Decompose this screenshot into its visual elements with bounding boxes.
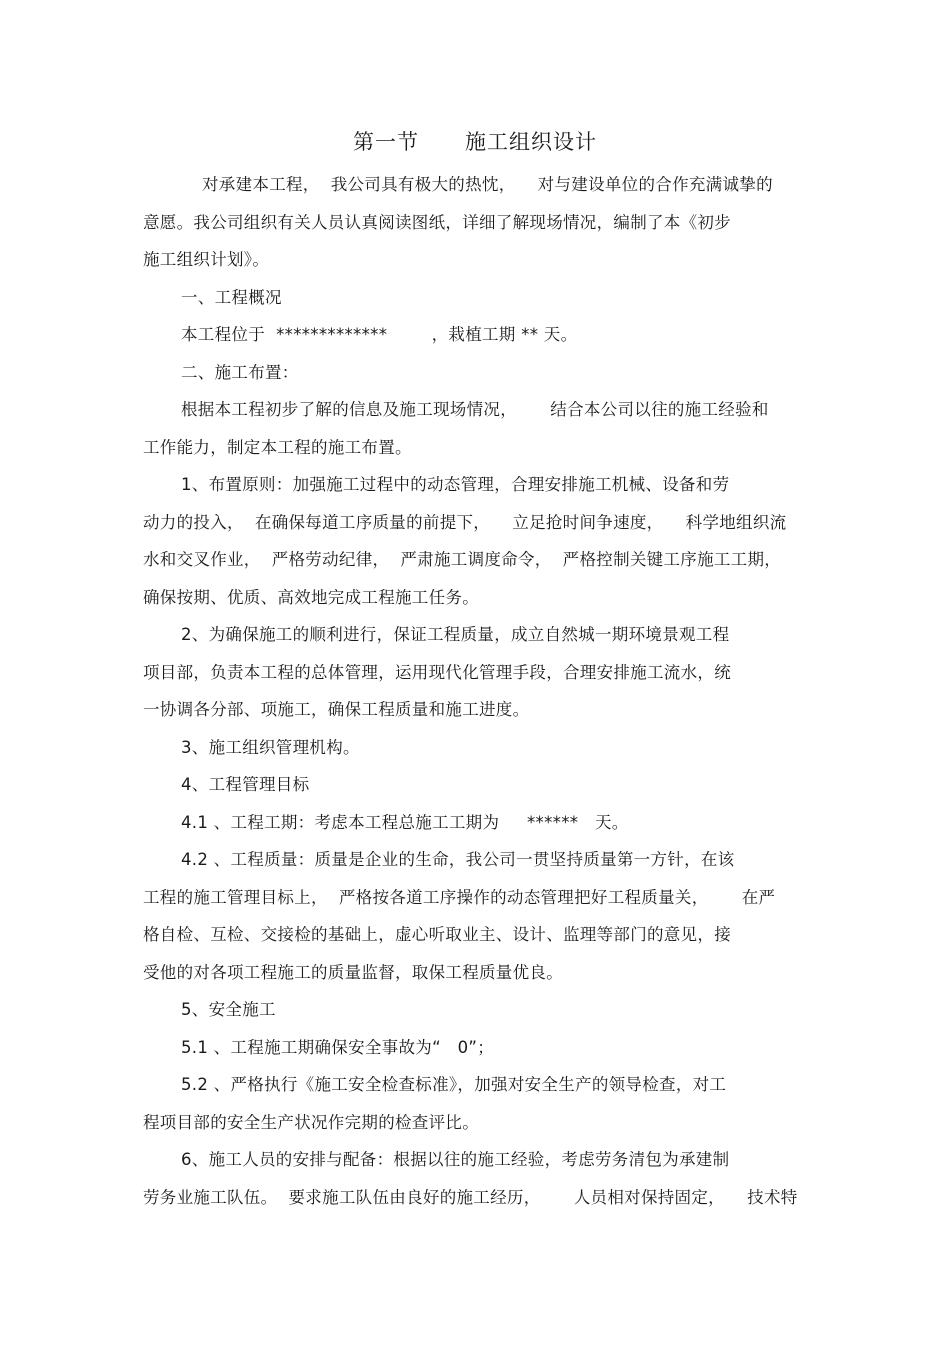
paragraph-line: 2、为确保施工的顺利进行，保证工程质量，成立自然城一期环境景观工程 [181, 625, 730, 644]
paragraph-line: 工作能力，制定本工程的施工布置。 [143, 438, 412, 457]
paragraph-line: 程项目部的安全生产状况作完期的检查评比。 [143, 1113, 479, 1132]
paragraph-line: 动力的投入， 在确保每道工序质量的前提下， 立足抢时间争速度， 科学地组织流 [143, 513, 787, 532]
paragraph-line: 根据本工程初步了解的信息及施工现场情况， 结合本公司以往的施工经验和 [181, 400, 769, 419]
paragraph-line: 施工组织计划》。 [143, 250, 270, 269]
section-heading: 3、施工组织管理机构。 [181, 738, 360, 757]
section-heading: 5、安全施工 [181, 1000, 276, 1019]
paragraph-line: 6、施工人员的安排与配备：根据以往的施工经验，考虑劳务清包为承建制 [181, 1150, 730, 1169]
paragraph-line: 受他的对各项工程施工的质量监督，取保工程质量优良。 [143, 963, 563, 982]
paragraph-line: 5.1 、工程施工期确保安全事故为“ 0”； [181, 1038, 495, 1057]
paragraph-line: 确保按期、优质、高效地完成工程施工任务。 [143, 588, 479, 607]
paragraph-line: 4.2 、工程质量：质量是企业的生命，我公司一贯坚持质量第一方针，在该 [181, 850, 735, 869]
paragraph-line: 5.2 、严格执行《施工安全检查标准》，加强对安全生产的领导检查，对工 [181, 1075, 727, 1094]
section-heading: 二、施工布置： [181, 363, 299, 382]
paragraph-line: 4.1 、工程工期：考虑本工程总施工工期为 ****** 天。 [181, 813, 629, 832]
paragraph-line: 工程的施工管理目标上， 严格按各道工序操作的动态管理把好工程质量关， 在严 [143, 888, 776, 907]
paragraph-line: 项目部，负责本工程的总体管理，运用现代化管理手段，合理安排施工流水，统 [143, 663, 731, 682]
paragraph-line: 劳务业施工队伍。 要求施工队伍由良好的施工经历， 人员相对保持固定， 技术特 [143, 1188, 798, 1207]
page-title: 第一节 施工组织设计 [352, 130, 598, 154]
paragraph-line: 格自检、互检、交接检的基础上，虚心听取业主、设计、监理等部门的意见，接 [143, 925, 731, 944]
paragraph-line: 一协调各分部、项施工，确保工程质量和施工进度。 [143, 700, 530, 719]
section-heading: 4、工程管理目标 [181, 775, 310, 794]
paragraph-line: 本工程位于 ************* ，栽植工期 ** 天。 [181, 325, 578, 344]
paragraph-line: 1、布置原则：加强施工过程中的动态管理，合理安排施工机械、设备和劳 [181, 475, 730, 494]
paragraph-line: 意愿。我公司组织有关人员认真阅读图纸，详细了解现场情况，编制了本《初步 [143, 213, 731, 232]
paragraph-line: 对承建本工程， 我公司具有极大的热忱， 对与建设单位的合作充满诚挚的 [202, 175, 773, 194]
paragraph-line: 水和交叉作业， 严格劳动纪律， 严肃施工调度命令， 严格控制关键工序施工工期， [143, 550, 782, 569]
section-heading: 一、工程概况 [181, 288, 282, 307]
